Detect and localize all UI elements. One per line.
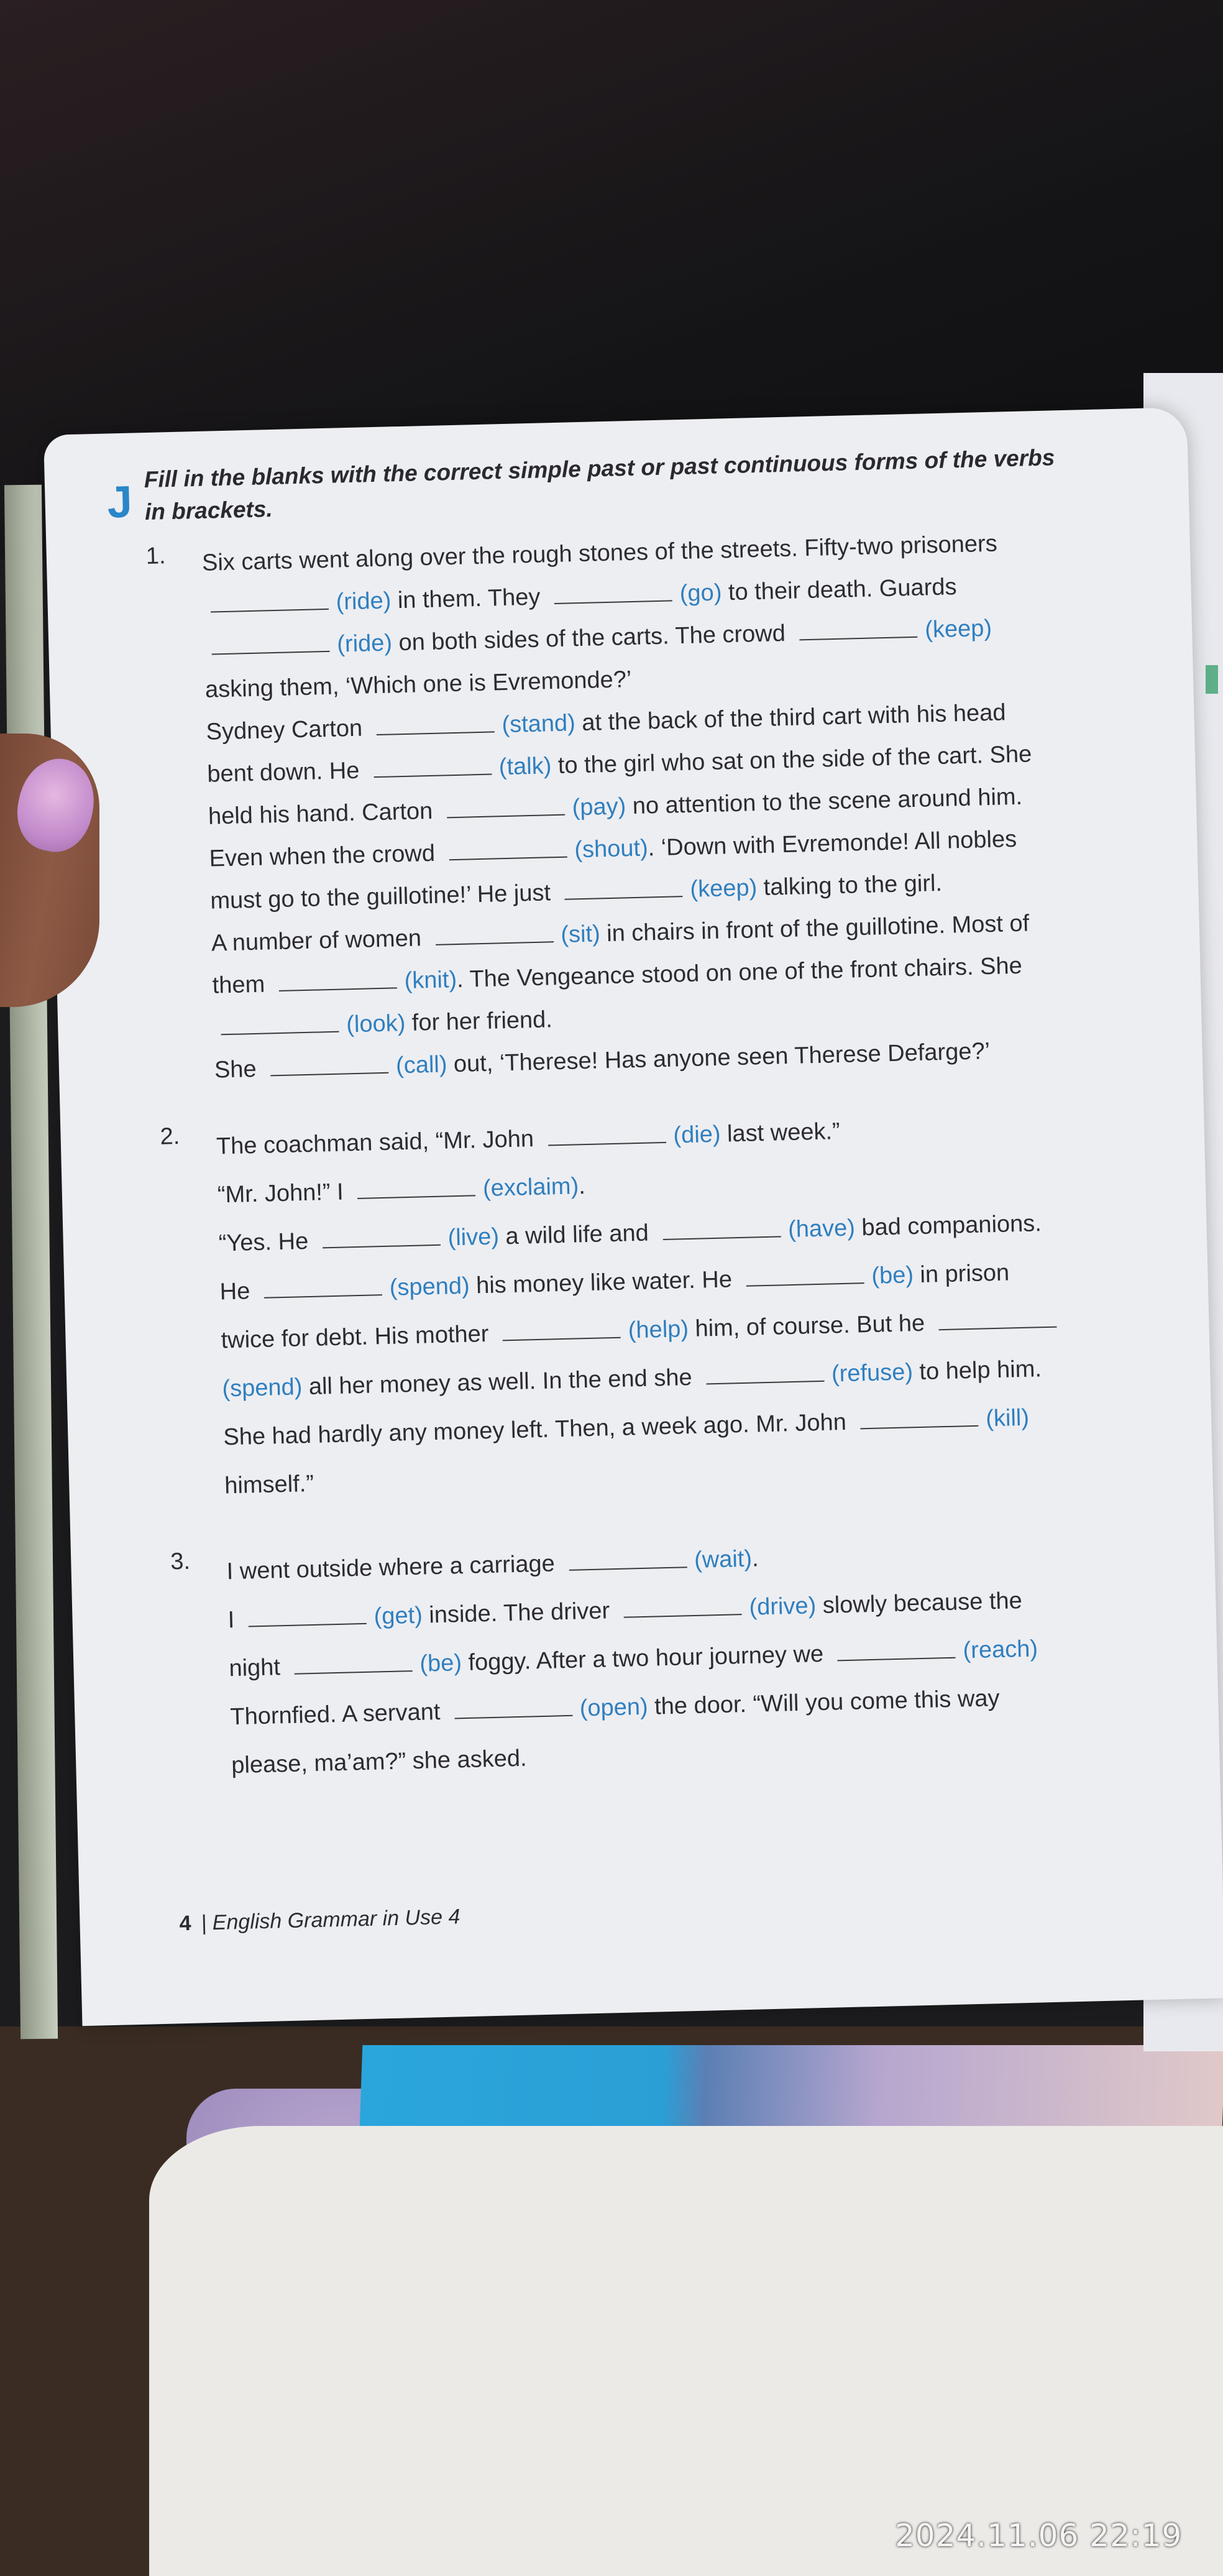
book-title: English Grammar in Use xyxy=(212,1905,443,1935)
sentence-text: himself.” xyxy=(224,1470,314,1499)
sentence-text: Even when the crowd xyxy=(209,840,442,872)
sentence-text: . xyxy=(578,1173,586,1200)
sentence-text: slowly because the xyxy=(815,1588,1023,1619)
sentence-text: talking to the girl. xyxy=(756,870,943,901)
sentence-text: him, of course. But he xyxy=(688,1310,932,1343)
sentence-text: to the girl who sat on the side of the cart. She xyxy=(551,741,1032,780)
answer-blank[interactable] xyxy=(861,1425,979,1430)
sentence-text: the door. “Will you come this way xyxy=(648,1685,1000,1720)
workbook-page xyxy=(44,407,1223,2026)
sentence-text: bad companions. xyxy=(854,1210,1042,1241)
verb-hint: (knit) xyxy=(404,967,457,995)
verb-hint: (help) xyxy=(628,1316,689,1344)
answer-blank[interactable] xyxy=(323,1244,441,1249)
verb-hint: (look) xyxy=(346,1010,406,1038)
verb-hint: (drive) xyxy=(749,1593,817,1621)
sentence-text: them xyxy=(212,971,272,999)
sentence-text: for her friend. xyxy=(405,1006,553,1037)
answer-blank[interactable] xyxy=(548,1142,666,1146)
answer-blank[interactable] xyxy=(377,731,495,735)
exercise-number: 2. xyxy=(160,1123,180,1150)
sentence-text: inside. The driver xyxy=(422,1598,617,1629)
sentence-text: to help him. xyxy=(912,1356,1042,1386)
instruction xyxy=(144,439,1127,528)
sentence-text: She xyxy=(214,1056,263,1083)
answer-blank[interactable] xyxy=(503,1337,621,1341)
answer-blank[interactable] xyxy=(279,987,397,991)
sentence-text: in chairs in front of the guillotine. Most of xyxy=(600,910,1030,947)
book-number: 4 xyxy=(447,1905,460,1929)
exercise-list xyxy=(145,519,1158,1791)
sentence-text: please, ma’am?” she asked. xyxy=(231,1745,528,1779)
answer-blank[interactable] xyxy=(746,1282,864,1287)
answer-blank[interactable] xyxy=(264,1294,382,1299)
sentence-text: . The Vengeance stood on one of the front chairs. She xyxy=(456,952,1023,993)
verb-hint: (be) xyxy=(871,1262,914,1289)
exercise-number: 3. xyxy=(170,1548,191,1575)
footer-separator: | xyxy=(201,1911,207,1935)
sentence-text: at the back of the third cart with his head xyxy=(575,699,1006,737)
sentence-text: I went outside where a carriage xyxy=(226,1550,562,1585)
answer-blank[interactable] xyxy=(212,651,330,655)
page-content xyxy=(106,439,1158,1936)
answer-blank[interactable] xyxy=(565,896,683,900)
verb-hint: (shout) xyxy=(574,835,649,863)
answer-blank[interactable] xyxy=(211,609,329,613)
sentence-text: to their death. Guards xyxy=(721,574,957,606)
sentence-text: all her money as well. In the end she xyxy=(301,1364,699,1401)
sentence-text: night xyxy=(229,1654,288,1682)
verb-hint: (exclaim) xyxy=(482,1173,579,1202)
sentence-text: Sydney Carton xyxy=(206,715,370,745)
answer-blank[interactable] xyxy=(939,1327,1057,1331)
answer-blank[interactable] xyxy=(436,941,554,945)
page-number: 4 xyxy=(179,1911,191,1936)
answer-blank[interactable] xyxy=(449,857,567,861)
exercise-3 xyxy=(170,1525,1158,1791)
sentence-text: “Yes. He xyxy=(218,1228,316,1257)
verb-hint: (spend) xyxy=(389,1272,470,1301)
verb-hint: (ride) xyxy=(336,630,393,658)
answer-blank[interactable] xyxy=(624,1614,742,1618)
sentence-text: I xyxy=(227,1606,242,1634)
verb-hint: (wait) xyxy=(694,1545,753,1573)
sentence-text: A number of women xyxy=(211,925,428,957)
verb-hint: (open) xyxy=(579,1693,649,1722)
verb-hint: (kill) xyxy=(985,1404,1030,1432)
sentence-text: “Mr. John!” I xyxy=(217,1179,350,1208)
verb-hint: (go) xyxy=(679,579,722,607)
sentence-text: held his hand. Carton xyxy=(208,798,440,830)
verb-hint: (live) xyxy=(447,1223,500,1251)
sentence-text: . xyxy=(751,1545,759,1572)
verb-hint: (die) xyxy=(673,1121,721,1149)
verb-hint: (be) xyxy=(419,1650,462,1677)
answer-blank[interactable] xyxy=(447,814,565,819)
page-footer xyxy=(179,1905,460,1936)
sentence-text: asking them, ‘Which one is Evremonde?’ xyxy=(204,666,632,703)
verb-hint: (call) xyxy=(395,1051,447,1079)
verb-hint: (stand) xyxy=(502,710,576,738)
sentence-text: out, ‘Therese! Has anyone seen Therese Defarge?’ xyxy=(446,1038,991,1078)
answer-blank[interactable] xyxy=(295,1670,413,1675)
verb-hint: (have) xyxy=(787,1215,856,1243)
answer-blank[interactable] xyxy=(800,637,918,641)
sentence-text: bent down. He xyxy=(206,757,367,788)
verb-hint: (reach) xyxy=(963,1635,1038,1664)
exercise-number: 1. xyxy=(145,543,167,570)
verb-hint: (sit) xyxy=(560,921,601,948)
verb-hint: (keep) xyxy=(924,615,992,643)
white-cloth xyxy=(149,2126,1223,2576)
answer-blank[interactable] xyxy=(454,1715,572,1719)
verb-hint: (pay) xyxy=(572,793,626,821)
instruction-line-1: Fill in the blanks with the correct simple past or past continuous forms of the verbs xyxy=(144,444,1055,493)
sentence-text: last week.” xyxy=(720,1118,841,1148)
sentence-text: twice for debt. His mother xyxy=(221,1320,496,1354)
sentence-text: Thornfied. A servant xyxy=(229,1698,447,1731)
answer-blank[interactable] xyxy=(270,1072,388,1077)
answer-blank[interactable] xyxy=(569,1566,687,1571)
exercise-1 xyxy=(145,519,1140,1092)
sentence-text: The coachman said, “Mr. John xyxy=(216,1125,541,1160)
answer-blank[interactable] xyxy=(249,1623,367,1627)
sentence-text: a wild life and xyxy=(498,1220,656,1250)
photo-timestamp: 2024.11.06 22:19 xyxy=(895,2518,1183,2554)
page-tab-marker xyxy=(1206,665,1218,694)
exercise-2 xyxy=(160,1100,1151,1511)
answer-blank[interactable] xyxy=(357,1195,475,1199)
verb-hint: (ride) xyxy=(336,587,392,615)
answer-blank[interactable] xyxy=(554,600,672,604)
sentence-text: in them. They xyxy=(390,584,547,614)
sentence-text: no attention to the scene around him. xyxy=(625,783,1023,820)
section-letter: J xyxy=(106,477,133,528)
verb-hint: (refuse) xyxy=(831,1359,914,1387)
answer-blank[interactable] xyxy=(706,1381,824,1385)
sentence-text: She had hardly any money left. Then, a week ago. Mr. John xyxy=(222,1409,853,1451)
verb-hint: (talk) xyxy=(498,753,552,781)
verb-hint: (get) xyxy=(373,1602,423,1630)
answer-blank[interactable] xyxy=(838,1657,956,1662)
sentence-text: his money like water. He xyxy=(469,1266,739,1299)
instruction-line-2: in brackets. xyxy=(144,496,273,525)
sentence-text: He xyxy=(219,1278,257,1305)
sentence-text: must go to the guillotine!’ He just xyxy=(209,880,558,914)
answer-blank[interactable] xyxy=(373,774,492,778)
sentence-text: in prison xyxy=(913,1259,1010,1289)
sentence-text: on both sides of the carts. The crowd xyxy=(392,620,792,656)
sentence-text: Six carts went along over the rough stones of the streets. Fifty-two prisoners xyxy=(201,530,998,576)
verb-hint: (keep) xyxy=(689,875,758,903)
answer-blank[interactable] xyxy=(221,1031,339,1036)
sentence-text: foggy. After a two hour journey we xyxy=(461,1640,831,1677)
sentence-text: . ‘Down with Evremonde! All nobles xyxy=(648,826,1017,862)
verb-hint: (spend) xyxy=(222,1374,303,1402)
answer-blank[interactable] xyxy=(662,1236,781,1240)
